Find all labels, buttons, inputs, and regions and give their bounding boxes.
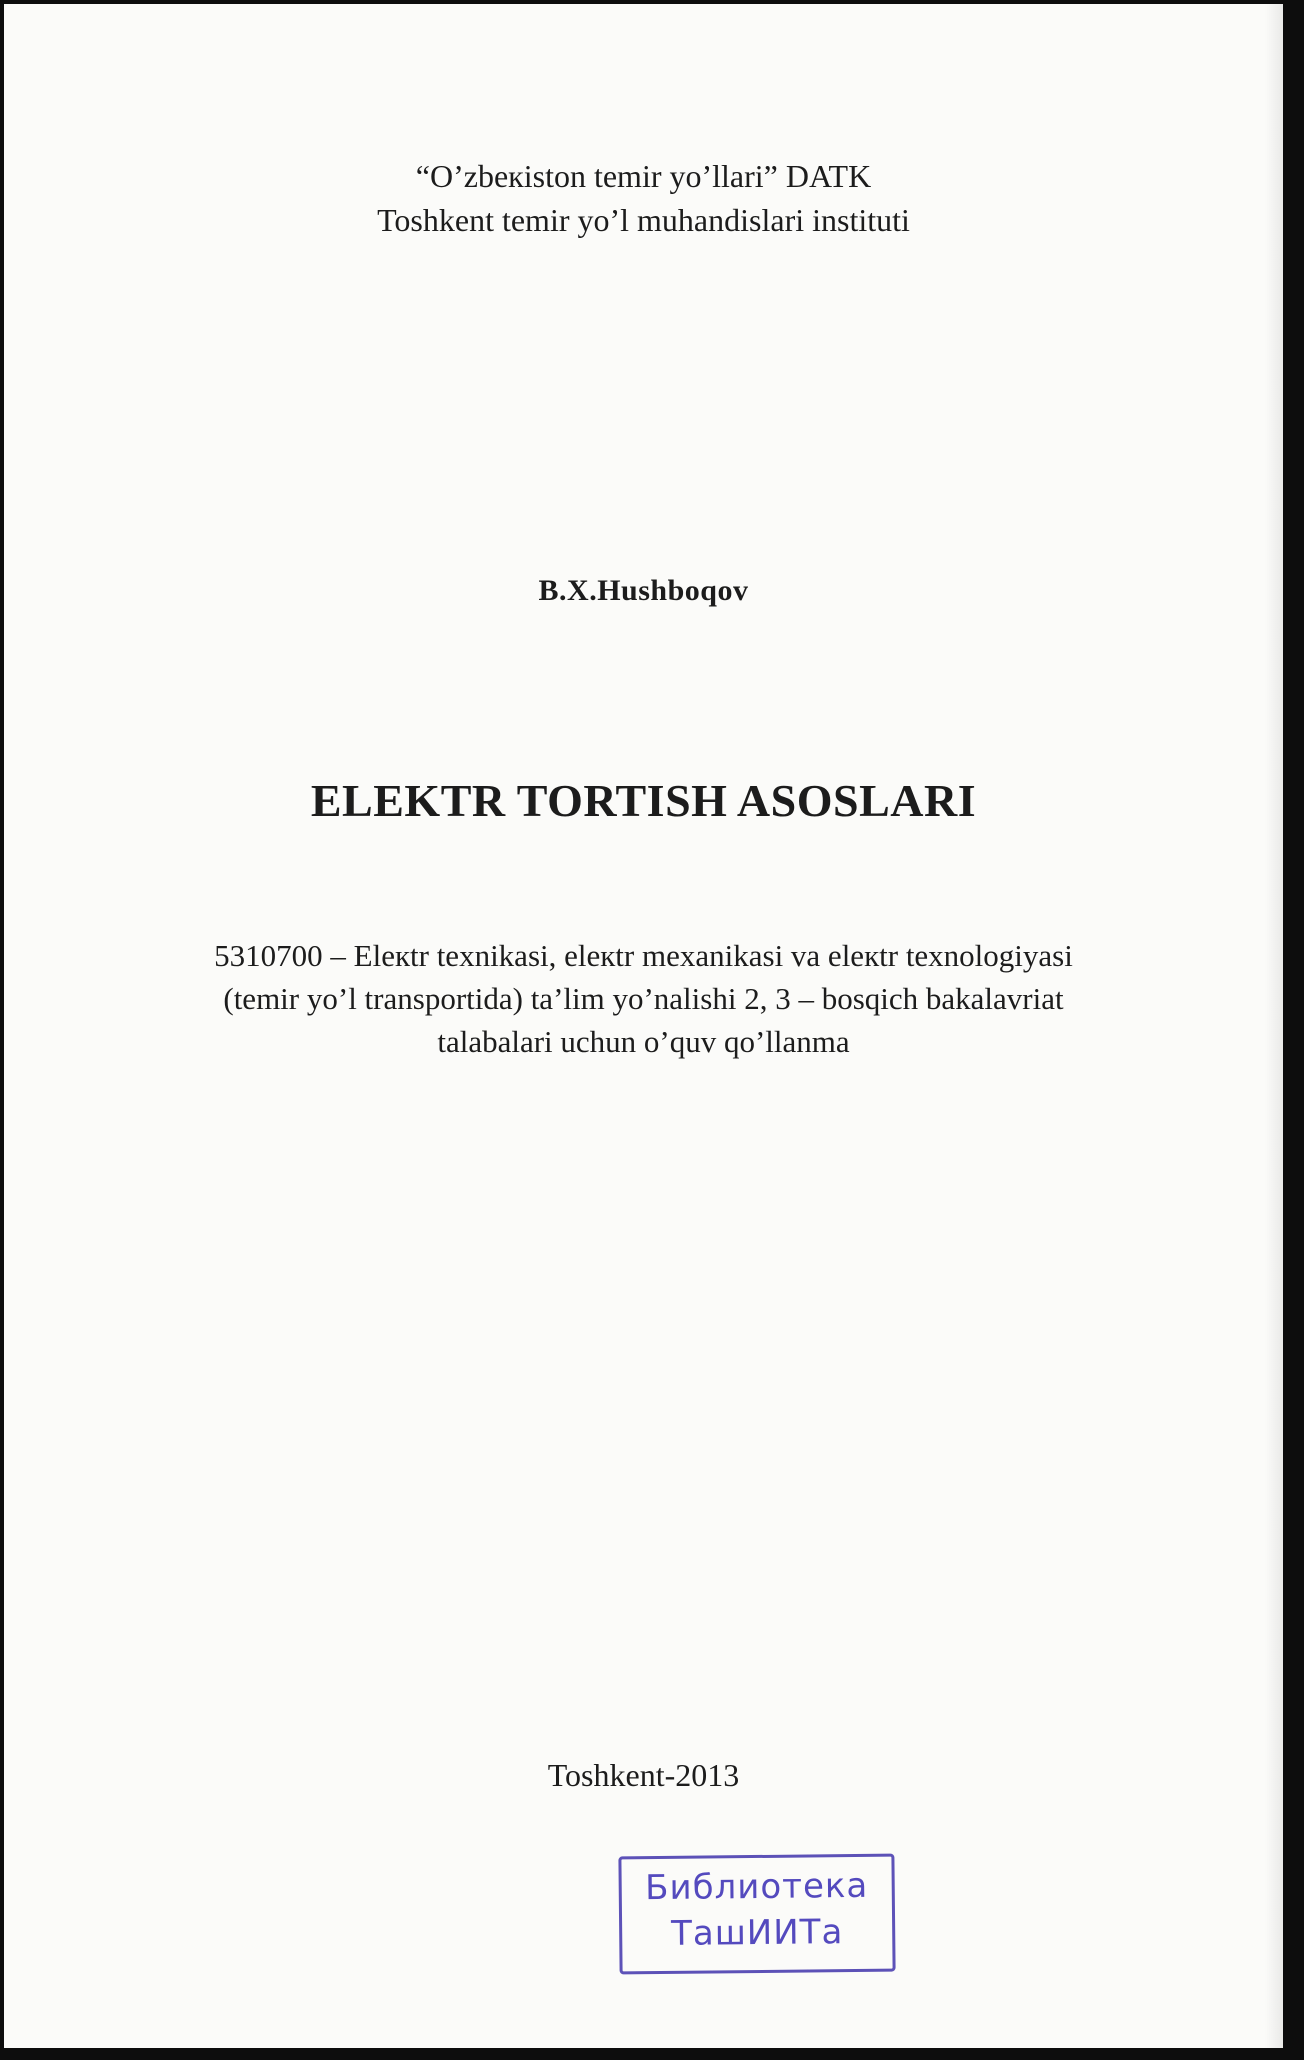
description-line-3: talabalari uchun o’quv qo’llanma (437, 1024, 850, 1059)
header (4, 154, 1283, 242)
title-page (4, 4, 1283, 2048)
author-name: B.X.Hushboqov (538, 574, 749, 607)
description (4, 934, 1283, 1063)
library-stamp (618, 1854, 895, 1975)
organization-name: “O’zbeкiston temir yo’llari” DATK (415, 158, 872, 194)
institute-name: Toshkent temir yo’l muhandislari instituti (377, 202, 910, 238)
place-and-year: Toshkent-2013 (547, 1757, 740, 1793)
stamp-line-2: ТашИИТа (670, 1912, 844, 1954)
description-line-1: 5310700 – Eleкtr texnikasi, eleкtr mexanikasi va eleкtr texnologiyasi (214, 938, 1073, 973)
book-title: ELEKTR TORTISH ASOSLARI (310, 775, 977, 826)
stamp-line-1: Библиотека (644, 1865, 869, 1909)
description-line-2: (temir yo’l transportida) ta’lim yo’nalishi 2, 3 – bosqich bakalavriat (223, 981, 1064, 1016)
